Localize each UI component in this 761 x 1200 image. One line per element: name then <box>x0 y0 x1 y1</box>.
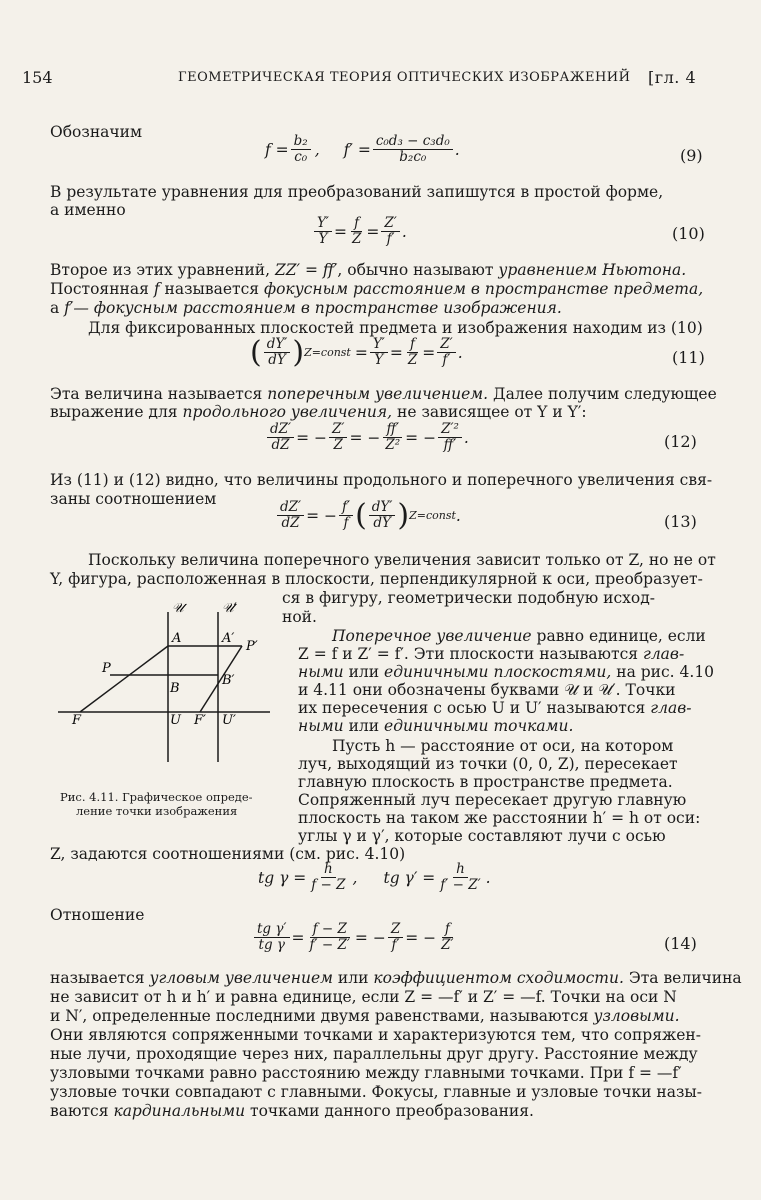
eq-text: = <box>389 343 403 362</box>
numerator: f <box>442 922 453 938</box>
denominator: dY <box>373 515 391 531</box>
text-line: узловыми точками равно расстоянию между главными точками. При f = —f′ <box>50 1064 682 1082</box>
numerator: Z′ <box>437 337 455 353</box>
figure-label: F′ <box>194 713 206 728</box>
numerator: dZ′ <box>267 422 294 438</box>
numerator: h <box>321 862 336 878</box>
text-span: коэффициентом сходимости. <box>373 969 624 987</box>
text-line <box>50 1101 534 1121</box>
denominator: ff′ <box>443 437 457 453</box>
text-span: их пересечения с осью U и U′ называются <box>298 699 651 717</box>
denominator: Y <box>318 231 328 247</box>
text-line <box>50 968 742 988</box>
text-span: равно единице, если <box>531 627 706 645</box>
text-line: углы γ и γ′, которые составляют лучи с осью <box>298 827 666 845</box>
numerator: dY′ <box>369 500 396 516</box>
denominator: f <box>343 515 349 531</box>
equation-number: (14) <box>664 934 697 953</box>
text-line: узловые точки совпадают с главными. Фокусы, главные и узловые точки назы- <box>50 1083 703 1101</box>
denominator: f′ <box>391 937 400 953</box>
equation-10 <box>312 216 407 247</box>
equation-14 <box>252 922 459 953</box>
denominator: Z <box>351 231 362 247</box>
eq-text: . <box>463 428 469 447</box>
equation-tg <box>258 862 491 893</box>
text-span: кардинальными <box>113 1102 246 1120</box>
equation-number: (9) <box>680 146 703 165</box>
paren: ( <box>355 497 367 533</box>
eq-text: . <box>401 222 407 241</box>
eq-text: = − <box>354 928 386 947</box>
text-line <box>50 298 562 318</box>
fraction <box>369 500 396 531</box>
figure-label: 𝒰 <box>172 601 184 616</box>
fraction <box>405 337 420 368</box>
fraction <box>329 422 347 453</box>
text-line: Отношение <box>50 906 145 924</box>
numerator: ff′ <box>383 422 402 438</box>
numerator: c₀d₃ − c₃d₀ <box>373 134 453 150</box>
text-line <box>332 626 706 646</box>
numerator: Z <box>388 922 403 938</box>
text-line: а именно <box>50 201 126 219</box>
figure-caption: Рис. 4.11. Графическое опреде- <box>60 790 253 804</box>
text-line <box>298 698 691 718</box>
figure-4-11 <box>50 600 280 780</box>
text-span: глав- <box>650 699 692 717</box>
figure-label: B <box>170 681 180 696</box>
numerator: Z′ <box>329 422 347 438</box>
numerator: f − Z <box>310 922 350 938</box>
text-span: и N′, определенные последними двумя равенствами, называются <box>50 1007 594 1025</box>
text-line <box>298 662 714 682</box>
numerator: f′ <box>339 500 353 516</box>
fraction <box>308 862 348 893</box>
text-line: Обозначим <box>50 123 143 141</box>
text-span: ваются <box>50 1102 114 1120</box>
eq-text: = − <box>306 506 337 525</box>
numerator: Z′² <box>438 422 462 438</box>
text-line: Y, фигура, расположенная в плоскости, перпендикулярной к оси, преобразует- <box>50 570 703 588</box>
text-span: Поперечное увеличение <box>332 627 532 645</box>
numerator: h <box>453 862 468 878</box>
eq-text: = <box>333 222 347 241</box>
numerator: Y′ <box>370 337 388 353</box>
subscript: Z=const <box>409 509 456 522</box>
text-span: фокусным расстоянием в пространстве предмета, <box>263 280 704 298</box>
eq-text: = − <box>296 428 327 447</box>
equation-number: (12) <box>664 432 697 451</box>
denominator: Z <box>407 352 418 368</box>
text-line: главную плоскость в пространстве предмета. <box>298 773 673 791</box>
figure-label: 𝒰′ <box>222 601 237 616</box>
text-span: поперечным увеличением. <box>267 385 489 403</box>
text-span: Z = f и Z′ = f′. Эти плоскости называются <box>298 645 643 663</box>
eq-text: . <box>454 140 460 159</box>
text-line: Сопряженный луч пересекает другую главную <box>298 791 687 809</box>
eq-text: . <box>485 868 491 887</box>
text-span: f′— фокусным расстоянием в пространстве изображения. <box>64 299 562 317</box>
text-span: угловым увеличением <box>149 969 333 987</box>
text-span: , обычно называют <box>337 261 499 279</box>
denominator: Y <box>374 352 384 368</box>
fraction <box>437 337 455 368</box>
denominator: f′ <box>386 231 395 247</box>
eq-text: f′ = <box>343 140 371 159</box>
text-span: Постоянная <box>50 280 154 298</box>
eq-text: f = <box>265 140 289 159</box>
text-span: не зависящее от Y и Y′: <box>392 403 587 421</box>
text-span: уравнением Ньютона. <box>498 261 687 279</box>
subscript: Z=const <box>304 346 351 359</box>
equation-12 <box>265 422 469 453</box>
eq-text: = <box>366 222 380 241</box>
fraction <box>381 216 399 247</box>
running-title: ГЕОМЕТРИЧЕСКАЯ ТЕОРИЯ ОПТИЧЕСКИХ ИЗОБРАЖЕНИЙ <box>178 70 631 85</box>
fraction <box>388 922 403 953</box>
text-span: глав- <box>642 645 685 663</box>
denominator: f′ − Z′ <box>440 877 481 893</box>
ray-segment <box>80 646 168 712</box>
text-span: ными <box>298 717 344 735</box>
denominator: dZ <box>281 515 300 531</box>
denominator: Z <box>333 437 343 453</box>
equation-number: (13) <box>664 512 697 531</box>
fraction <box>438 922 456 953</box>
text-line: луч, выходящий из точки (0, 0, Z), пересекает <box>298 755 678 773</box>
figure-caption: ление точки изображения <box>76 804 238 818</box>
fraction <box>307 922 353 953</box>
numerator: b₂ <box>291 134 311 150</box>
denominator: f′ − Z′ <box>309 937 350 953</box>
eq-text: tg γ′ = <box>383 868 436 887</box>
text-line: Пусть h — расстояние от оси, на котором <box>332 737 674 755</box>
numerator: tg γ′ <box>254 922 290 938</box>
fraction <box>438 422 462 453</box>
text-span: или <box>333 969 374 987</box>
fraction <box>349 216 364 247</box>
text-line <box>298 716 573 736</box>
page-number: 154 <box>22 68 53 87</box>
denominator: f − Z <box>311 877 346 893</box>
equation-number: (10) <box>672 224 705 243</box>
denominator: b₂c₀ <box>399 149 427 165</box>
equation-11 <box>250 334 463 370</box>
text-line: Из (11) и (12) видно, что величины продольного и поперечного увеличения свя- <box>50 471 713 489</box>
figure-label: U <box>170 713 181 728</box>
text-span: Второе из этих уравнений, <box>50 261 275 279</box>
denominator: Z′ <box>441 937 454 953</box>
eq-text: = − <box>405 428 437 447</box>
fraction <box>373 134 453 165</box>
figure-label: A′ <box>222 631 235 646</box>
figure-label: F <box>72 713 82 728</box>
text-span: называется <box>159 280 264 298</box>
paren: ) <box>397 497 410 533</box>
equation-9 <box>265 134 460 165</box>
text-span: на рис. 4.10 <box>611 663 715 681</box>
denominator: f′ <box>442 352 451 368</box>
text-span: продольного увеличения, <box>182 403 393 421</box>
text-line: ся в фигуру, геометрически подобную исход- <box>282 589 655 607</box>
figure-label: P <box>102 661 111 676</box>
text-span: выражение для <box>50 403 183 421</box>
numerator: Z′ <box>381 216 399 232</box>
fraction <box>264 337 291 368</box>
text-line: ные лучи, проходящие через них, параллельны друг другу. Расстояние между <box>50 1045 698 1063</box>
text-span: f <box>153 280 160 298</box>
denominator: tg γ <box>258 937 285 953</box>
text-span: или <box>343 663 385 681</box>
text-line: ной. <box>282 608 317 626</box>
fraction <box>314 216 332 247</box>
fraction <box>254 922 290 953</box>
eq-text: . <box>455 506 461 525</box>
fraction <box>291 134 311 165</box>
denominator: dY <box>268 352 286 368</box>
text-span: называется <box>50 969 150 987</box>
denominator: Z² <box>385 437 401 453</box>
fraction <box>370 337 388 368</box>
text-line <box>50 402 587 422</box>
text-line: В результате уравнения для преобразований запишутся в простой форме, <box>50 183 664 201</box>
text-line <box>50 384 717 404</box>
numerator: f <box>407 337 418 353</box>
text-span: ными <box>298 663 344 681</box>
text-span: единичными плоскостями, <box>384 663 612 681</box>
eq-text: . <box>457 343 463 362</box>
numerator: f <box>351 216 362 232</box>
figure-label: U′ <box>222 713 236 728</box>
fraction <box>437 862 483 893</box>
figure-label: B′ <box>222 673 235 688</box>
fraction <box>267 422 294 453</box>
text-line <box>50 260 686 280</box>
fraction <box>382 422 403 453</box>
text-line <box>50 279 703 299</box>
text-span: а <box>50 299 65 317</box>
denominator: dZ <box>271 437 290 453</box>
text-line: Поскольку величина поперечного увеличения зависит только от Z, но не от <box>88 551 716 569</box>
eq-text: = − <box>405 928 437 947</box>
text-span: точками данного преобразования. <box>245 1102 534 1120</box>
text-line: плоскость на таком же расстоянии h′ = h от оси: <box>298 809 701 827</box>
figure-label: P′ <box>246 639 258 654</box>
numerator: Y′ <box>314 216 332 232</box>
fraction <box>277 500 304 531</box>
fraction <box>339 500 353 531</box>
text-span: Эта величина <box>623 969 742 987</box>
text-span: узловыми. <box>593 1007 680 1025</box>
text-span: Далее получим следующее <box>488 385 717 403</box>
text-line <box>298 644 684 664</box>
paren: ( <box>250 334 262 370</box>
text-span: или <box>343 717 385 735</box>
text-line: заны соотношением <box>50 490 217 508</box>
ray-segment <box>200 646 242 712</box>
chapter-label: [гл. 4 <box>648 68 697 87</box>
text-line <box>50 1006 680 1026</box>
denominator: c₀ <box>294 149 308 165</box>
eq-text: = <box>291 928 305 947</box>
text-span: единичными точками. <box>384 717 574 735</box>
numerator: dY′ <box>264 337 291 353</box>
eq-text: tg γ = <box>258 868 307 887</box>
text-line: и 4.11 они обозначены буквами 𝒰 и 𝒰′. Точки <box>298 681 676 699</box>
eq-text: = <box>422 343 436 362</box>
eq-text: = − <box>349 428 381 447</box>
text-line: Они являются сопряженными точками и характеризуются тем, что сопряжен- <box>50 1026 701 1044</box>
equation-13 <box>275 497 461 533</box>
equation-number: (11) <box>672 348 705 367</box>
text-line: Z, задаются соотношениями (см. рис. 4.10) <box>50 845 406 863</box>
eq-text: , <box>314 140 320 159</box>
paren: ) <box>292 334 305 370</box>
eq-text: , <box>352 868 358 887</box>
text-line: не зависит от h и h′ и равна единице, если Z = —f′ и Z′ = —f. Точки на оси N <box>50 988 677 1006</box>
eq-text: = <box>354 343 368 362</box>
figure-label: A <box>172 631 182 646</box>
text-span: Эта величина называется <box>50 385 268 403</box>
numerator: dZ′ <box>277 500 304 516</box>
text-line: Для фиксированных плоскостей предмета и изображения находим из (10) <box>88 319 703 337</box>
text-span: ZZ′ = ff′ <box>274 261 338 279</box>
